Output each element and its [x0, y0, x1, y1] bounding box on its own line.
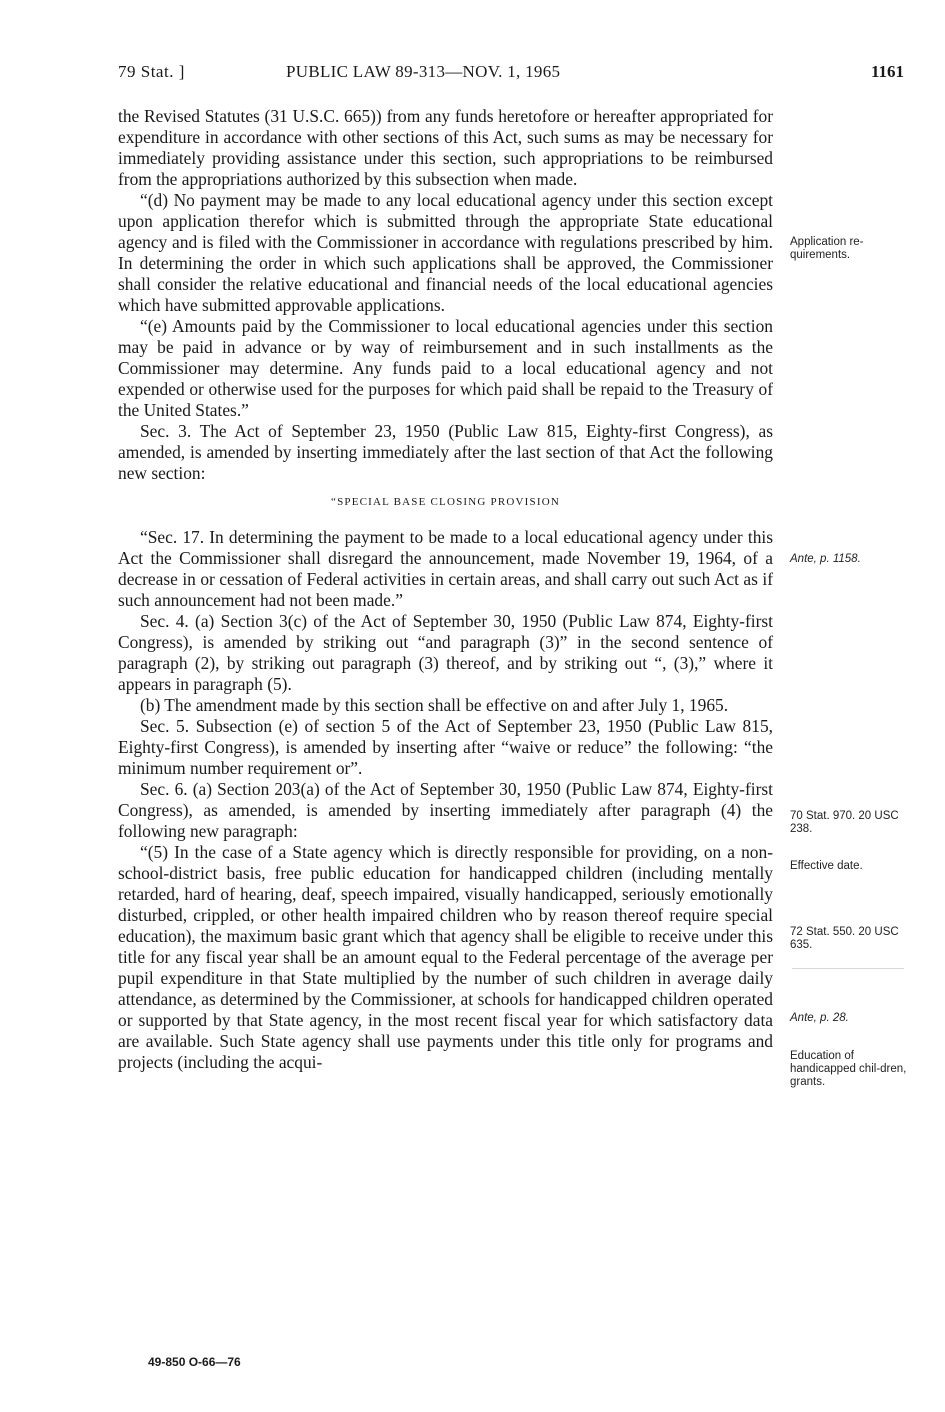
section-heading: “SPECIAL BASE CLOSING PROVISION — [330, 496, 560, 508]
margin-note-handicapped: Education of handicapped chil-dren, grants. — [790, 1050, 907, 1088]
margin-note-ante-28: Ante, p. 28. — [790, 1012, 849, 1024]
paragraph-subsection-d: “(d) No payment may be made to any local educational agency under this section except upon application therefor which is submitted through the appropriate State educational agency and is filed with the Commissioner in accordance with regulations prescribed by him. In determining the order in which such applications shall be approved, the Commissioner shall consider the relative educational and financial needs of the local educational agencies which have submitted approvable applications. — [118, 190, 773, 315]
margin-divider — [792, 968, 904, 969]
paragraph-sec-4a: Sec. 4. (a) Section 3(c) of the Act of September 30, 1950 (Public Law 874, Eighty-first Congress), is amended by striking out “and paragraph (3)” in the second sentence of paragraph (2), by striking out paragraph (3) thereof, and by striking out “, (3),” where it appears in paragraph (5). — [118, 611, 773, 694]
law-body — [118, 106, 773, 1073]
page-header — [118, 62, 904, 86]
margin-note-70-stat: 70 Stat. 970. 20 USC 238. — [790, 810, 899, 835]
paragraph-subsection-e: “(e) Amounts paid by the Commissioner to local educational agencies under this section may be paid in advance or by way of reimbursement and in such installments as the Commissioner may determine. Any funds paid to a local educational agency and not expended or otherwise used for the purposes for which paid shall be repaid to the Treasury of the United States.” — [118, 316, 773, 420]
margin-note-application: Application re-quirements. — [790, 236, 864, 261]
margin-note-ante-1158: Ante, p. 1158. — [790, 553, 861, 565]
margin-note-72-stat: 72 Stat. 550. 20 USC 635. — [790, 926, 899, 951]
margin-note-effective-date: Effective date. — [790, 860, 863, 872]
paragraph-sec-4b: (b) The amendment made by this section shall be effective on and after July 1, 1965. — [140, 695, 729, 715]
print-code-footer: 49-850 O-66—76 — [148, 1355, 241, 1369]
running-title: PUBLIC LAW 89-313—NOV. 1, 1965 — [286, 62, 561, 81]
paragraph-sec-3: Sec. 3. The Act of September 23, 1950 (Public Law 815, Eighty-first Congress), as amended, is amended by inserting immediately after the last section of that Act the following new section: — [118, 421, 773, 483]
statute-volume: 79 Stat. ] — [118, 62, 185, 81]
paragraph-sec-5: Sec. 5. Subsection (e) of section 5 of the Act of September 23, 1950 (Public Law 815, Eighty-first Congress), is amended by inserting after “waive or reduce” the following: “the minimum number requirement or”. — [118, 716, 773, 778]
paragraph-sec-6a: Sec. 6. (a) Section 203(a) of the Act of September 30, 1950 (Public Law 874, Eighty-first Congress), as amended, is amended by inserting immediately after paragraph (4) the following new paragraph: — [118, 779, 773, 841]
paragraph-continuation: the Revised Statutes (31 U.S.C. 665)) from any funds heretofore or hereafter appropriated for expenditure in accordance with other sections of this Act, such sums as may be necessary for immediately providing assistance under this section, such appropriations to be reimbursed from the appropriations authorized by this subsection when made. — [118, 106, 773, 189]
paragraph-sec-6-5: “(5) In the case of a State agency which is directly responsible for providing, on a non-school-district basis, free public education for handicapped children (including mentally retarded, hard of hearing, deaf, speech impaired, visually handicapped, seriously emotionally disturbed, crippled, or other health impaired children who by reason thereof require special education), the maximum basic grant which that agency shall be eligible to receive under this title for any fiscal year shall be an amount equal to the Federal percentage of the average per pupil expenditure in that State multiplied by the number of such children in average daily attendance, as determined by the Commissioner, at schools for handicapped children operated or supported by that State agency, in the most recent fiscal year for which satisfactory data are available. Such State agency shall use payments under this title only for programs and projects (including the acqui- — [118, 842, 773, 1072]
page-number: 1161 — [870, 62, 904, 81]
paragraph-sec-17: “Sec. 17. In determining the payment to be made to a local educational agency under this Act the Commissioner shall disregard the announcement, made November 19, 1964, of a decrease in or cessation of Federal activities in certain areas, and shall carry out such Act as if such announcement had not been made.” — [118, 527, 773, 610]
